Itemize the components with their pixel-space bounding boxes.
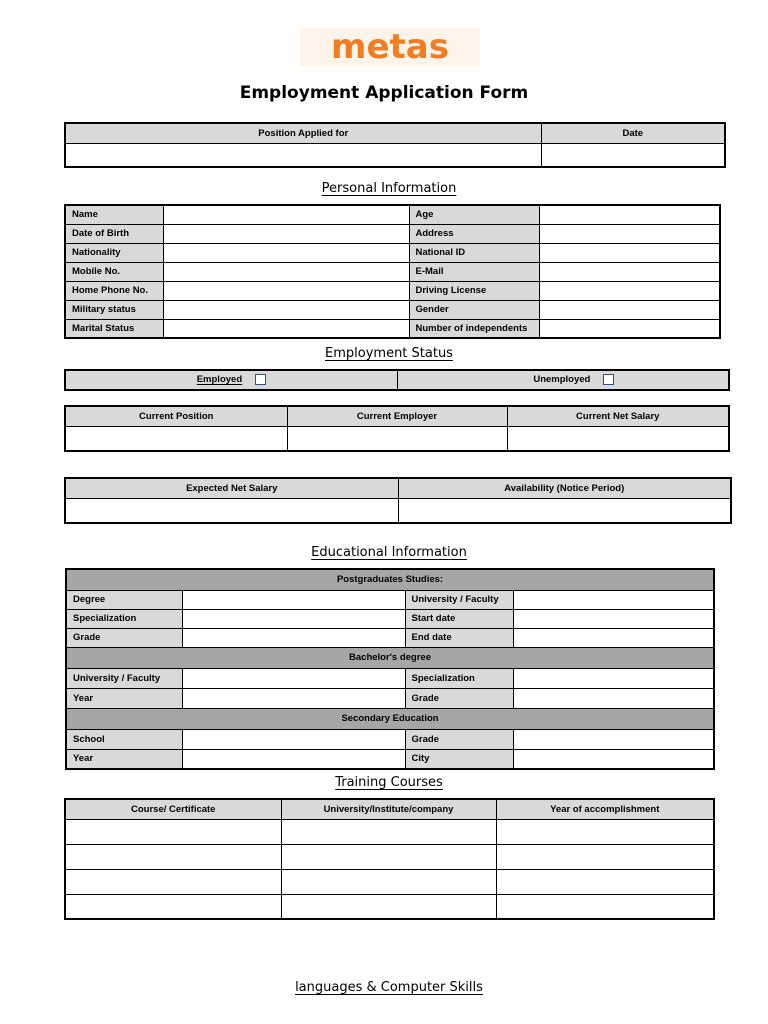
- employed-checkbox[interactable]: [255, 374, 266, 385]
- age-field[interactable]: [539, 205, 720, 224]
- school-field[interactable]: [182, 729, 405, 749]
- bachelor-year-label: Year: [66, 688, 182, 708]
- city-field[interactable]: [513, 749, 714, 769]
- name-field[interactable]: [163, 205, 409, 224]
- course-header: Course/ Certificate: [65, 799, 281, 819]
- year-accomplishment-header: Year of accomplishment: [496, 799, 714, 819]
- bachelor-specialization-field[interactable]: [513, 668, 714, 688]
- training-courses-table: [64, 798, 715, 920]
- start-date-field[interactable]: [513, 609, 714, 628]
- address-field[interactable]: [539, 224, 720, 243]
- dob-field[interactable]: [163, 224, 409, 243]
- unemployed-label: Unemployed: [533, 374, 591, 386]
- year-field[interactable]: [496, 869, 714, 894]
- postgrad-university-field[interactable]: [513, 590, 714, 609]
- marital-status-field[interactable]: [163, 319, 409, 338]
- mobile-field[interactable]: [163, 262, 409, 281]
- position-applied-field[interactable]: [65, 143, 541, 167]
- gender-label: Gender: [409, 300, 539, 319]
- national-id-label: National ID: [409, 243, 539, 262]
- age-label: Age: [409, 205, 539, 224]
- date-header: Date: [541, 123, 725, 143]
- secondary-year-label: Year: [66, 749, 182, 769]
- employed-cell: [65, 370, 397, 390]
- training-courses-heading: Training Courses: [335, 775, 443, 790]
- school-label: School: [66, 729, 182, 749]
- secondary-grade-label: Grade: [405, 729, 513, 749]
- course-field[interactable]: [65, 819, 281, 844]
- current-position-header: Current Position: [65, 406, 287, 426]
- postgrad-grade-field[interactable]: [182, 628, 405, 647]
- postgrad-grade-label: Grade: [66, 628, 182, 647]
- gender-field[interactable]: [539, 300, 720, 319]
- year-field[interactable]: [496, 844, 714, 869]
- unemployed-checkbox[interactable]: [603, 374, 614, 385]
- position-table: [64, 122, 726, 168]
- educational-info-heading: Educational Information: [311, 545, 467, 560]
- independents-label: Number of independents: [409, 319, 539, 338]
- year-field[interactable]: [496, 819, 714, 844]
- bachelor-grade-field[interactable]: [513, 688, 714, 708]
- employment-status-table: [64, 369, 730, 391]
- postgrad-specialization-label: Specialization: [66, 609, 182, 628]
- course-field[interactable]: [65, 894, 281, 919]
- expected-salary-table: [64, 477, 732, 524]
- postgrad-band: Postgraduates Studies:: [66, 569, 714, 590]
- bachelor-year-field[interactable]: [182, 688, 405, 708]
- personal-info-table: [64, 204, 721, 339]
- current-net-salary-header: Current Net Salary: [507, 406, 729, 426]
- form-title: Employment Application Form: [239, 83, 529, 103]
- secondary-grade-field[interactable]: [513, 729, 714, 749]
- employed-label: Employed: [196, 374, 243, 386]
- military-status-label: Military status: [65, 300, 163, 319]
- institute-field[interactable]: [281, 844, 496, 869]
- institute-header: University/Institute/company: [281, 799, 496, 819]
- current-position-field[interactable]: [65, 426, 287, 451]
- marital-status-label: Marital Status: [65, 319, 163, 338]
- end-date-field[interactable]: [513, 628, 714, 647]
- independents-field[interactable]: [539, 319, 720, 338]
- employment-status-heading: Employment Status: [325, 346, 453, 361]
- current-employer-field[interactable]: [287, 426, 507, 451]
- bachelor-university-field[interactable]: [182, 668, 405, 688]
- degree-field[interactable]: [182, 590, 405, 609]
- name-label: Name: [65, 205, 163, 224]
- degree-label: Degree: [66, 590, 182, 609]
- bachelor-grade-label: Grade: [405, 688, 513, 708]
- institute-field[interactable]: [281, 869, 496, 894]
- mobile-label: Mobile No.: [65, 262, 163, 281]
- availability-header: Availability (Notice Period): [398, 478, 731, 498]
- postgrad-university-label: University / Faculty: [405, 590, 513, 609]
- table-row: [65, 844, 714, 869]
- metas-logo: [300, 28, 480, 66]
- expected-salary-header: Expected Net Salary: [65, 478, 398, 498]
- nationality-field[interactable]: [163, 243, 409, 262]
- expected-salary-field[interactable]: [65, 498, 398, 523]
- current-employer-header: Current Employer: [287, 406, 507, 426]
- logo-text: metas: [331, 28, 449, 66]
- table-row: [65, 869, 714, 894]
- course-field[interactable]: [65, 844, 281, 869]
- languages-skills-heading: languages & Computer Skills: [295, 980, 483, 995]
- secondary-band: Secondary Education: [66, 708, 714, 729]
- position-applied-header: Position Applied for: [65, 123, 541, 143]
- current-employment-table: [64, 405, 730, 452]
- email-label: E-Mail: [409, 262, 539, 281]
- course-field[interactable]: [65, 869, 281, 894]
- current-net-salary-field[interactable]: [507, 426, 729, 451]
- unemployed-cell: [397, 370, 729, 390]
- national-id-field[interactable]: [539, 243, 720, 262]
- driving-license-field[interactable]: [539, 281, 720, 300]
- education-table: [65, 568, 715, 770]
- postgrad-specialization-field[interactable]: [182, 609, 405, 628]
- institute-field[interactable]: [281, 819, 496, 844]
- military-status-field[interactable]: [163, 300, 409, 319]
- bachelor-university-label: University / Faculty: [66, 668, 182, 688]
- home-phone-label: Home Phone No.: [65, 281, 163, 300]
- address-label: Address: [409, 224, 539, 243]
- city-label: City: [405, 749, 513, 769]
- dob-label: Date of Birth: [65, 224, 163, 243]
- start-date-label: Start date: [405, 609, 513, 628]
- table-row: [65, 819, 714, 844]
- email-field[interactable]: [539, 262, 720, 281]
- nationality-label: Nationality: [65, 243, 163, 262]
- home-phone-field[interactable]: [163, 281, 409, 300]
- driving-license-label: Driving License: [409, 281, 539, 300]
- institute-field[interactable]: [281, 894, 496, 919]
- bachelor-band: Bachelor's degree: [66, 647, 714, 668]
- personal-info-heading: Personal Information: [321, 181, 457, 196]
- year-field[interactable]: [496, 894, 714, 919]
- availability-field[interactable]: [398, 498, 731, 523]
- table-row: [65, 894, 714, 919]
- date-field[interactable]: [541, 143, 725, 167]
- secondary-year-field[interactable]: [182, 749, 405, 769]
- bachelor-specialization-label: Specialization: [405, 668, 513, 688]
- end-date-label: End date: [405, 628, 513, 647]
